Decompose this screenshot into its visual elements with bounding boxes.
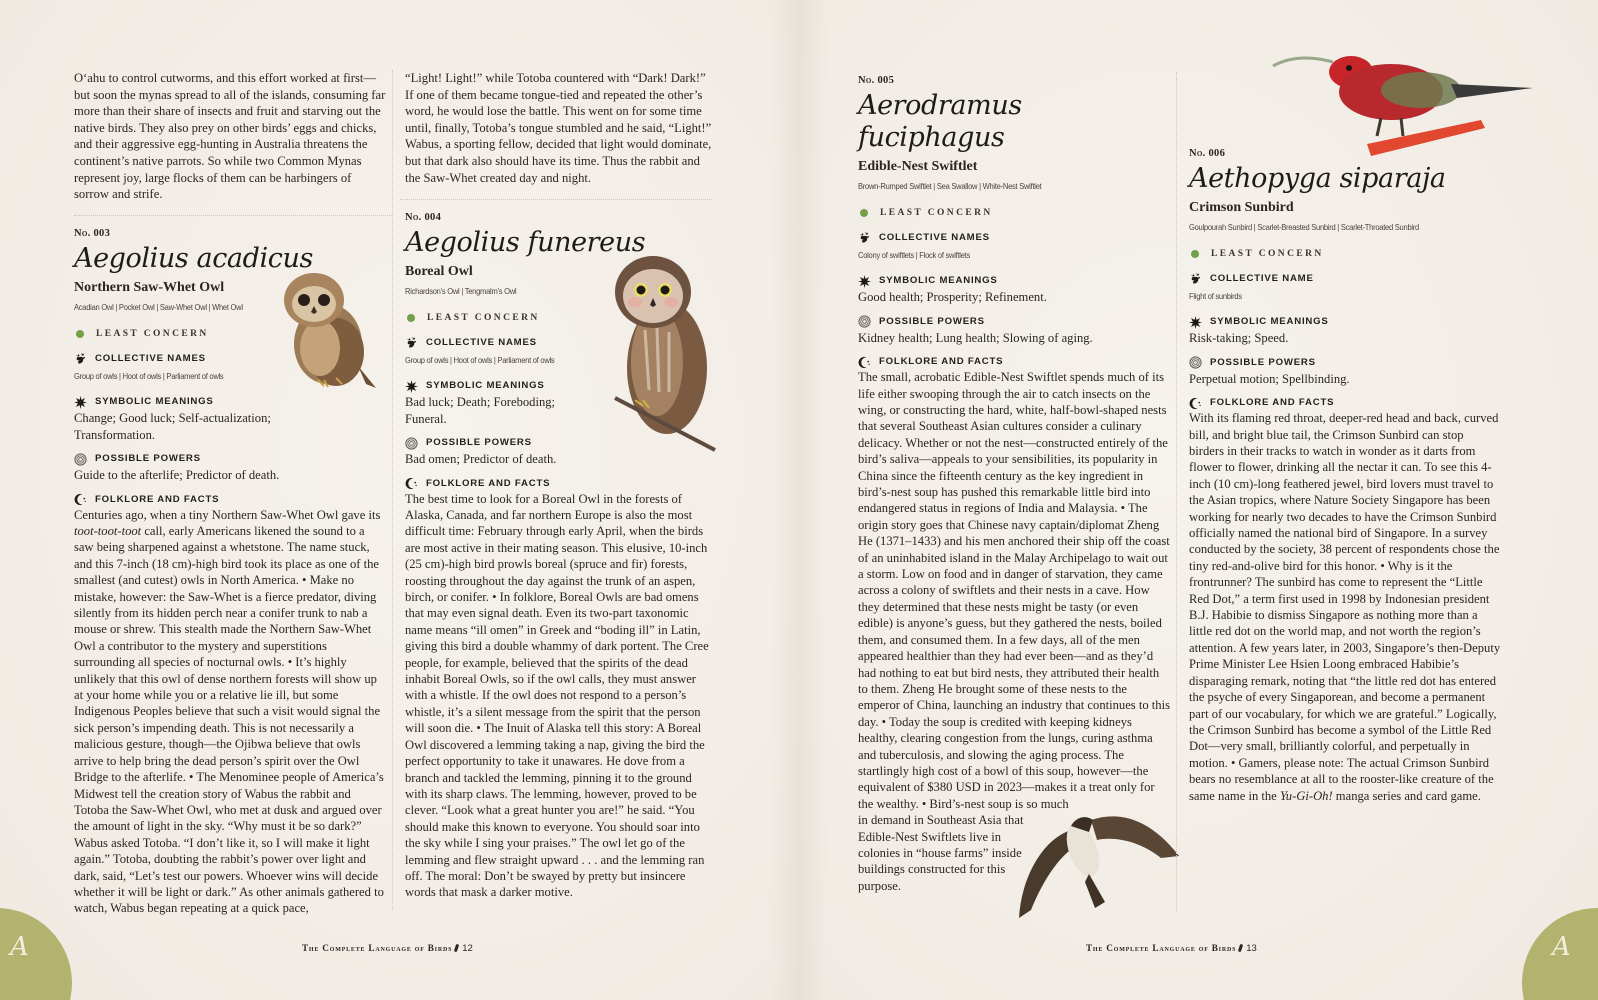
column-divider (1176, 72, 1177, 912)
possible-powers: Perpetual motion; Spellbinding. (1189, 371, 1350, 386)
entry-number: No. 006 (1189, 148, 1226, 159)
green-dot-icon (407, 314, 415, 322)
possible-powers-heading: POSSIBLE POWERS (858, 315, 1170, 329)
symbolic-meanings-heading: SYMBOLIC MEANINGS (405, 379, 715, 393)
continued-text-mynas: O‘ahu to control cutworms, and this effort worked at first—but soon the mynas spread to all of the islands, consuming far more than their share of insects and fruit and starving out the native birds. They also prey on other birds’ eggs and chicks, and their aggressive egg-hunting in Australia threatens the continent’s native parrots. So while two Common Mynas represent joy, large flocks of them can be harbingers of sorrow and strife. (74, 71, 386, 202)
bird-flock-icon (405, 336, 418, 349)
symbolic-meanings: Change; Good luck; Self-actualization; Transformation. (74, 411, 271, 442)
collective-names: Flight of sunbirds (1189, 290, 1242, 301)
corner-tab-left (0, 908, 72, 1000)
green-dot-icon (1191, 250, 1199, 258)
spiral-medallion-icon (858, 315, 871, 328)
folklore-heading: FOLKLORE AND FACTS (858, 355, 1170, 369)
common-name: Boreal Owl (405, 263, 473, 279)
common-name: Edible-Nest Swiftlet (858, 158, 978, 174)
common-name: Northern Saw-Whet Owl (74, 279, 225, 295)
folklore-text-tail: in demand in Southeast Asia that Edible-Nest Swiftlets live in colonies in “house farms” inside buildings constructed for this purpose. (858, 813, 1024, 893)
starburst-icon (1189, 316, 1202, 329)
status-label: LEAST CONCERN (427, 313, 540, 324)
folklore-text: The small, acrobatic Edible-Nest Swiftlet spends much of its life either swooping through the air to catch insects on the wing, or constructing the hard, white, half-bowl-shaped nests that several Southeast Asian cultures consider a culinary delicacy. Whether or not the nest—constructed entirely of the bird’s saliva—appeals to your sensibilities, its popularity in China since the fifteenth century as the key ingredient in bird’s-nest soup has pushed this remarkable little bird into endangered status in regions of India and Malaysia. • The origin story goes that Chinese navy captain/diplomat Zheng He (1371–1433) and his men anchored their ship off the coast of an uninhabited island in the Malay Archipelago to wait out a storm. Low on food and in danger of starvation, they came across a colony of swiftlets and their nests in a cave. How they determined that these nests might be tasty (or even edible) is anyone’s guess, but they gathered the nests, boiled them, and consumed them. In a few days, all of the men appeared healthier than they had ever been—and as they’d had nothing to eat but bird nests, they attributed their health to them. Zheng He brought some of these nests to the emperor of China, launching an industry that continues to this day. • Today the soup is credited with keeping kidneys healthy, clearing congestion from the lungs, curing asthma and tuberculosis, and slowing the aging process. The startlingly high cost of a bowl of this soup, however—the equivalent of $380 USD in 2023—makes it a treat only for the wealthy. • Bird’s-nest soup is so much (858, 370, 1170, 811)
crescent-moon-icon (405, 477, 418, 490)
green-dot-icon (860, 209, 868, 217)
latin-name: Aegolius acadicus (74, 242, 313, 274)
folklore-text: Centuries ago, when a tiny Northern Saw-Whet Owl gave its toot-toot-toot call, early Americans likened the sound to a saw being sharpened against a whetstone. The name stuck, and this 7-inch (18 cm)-high bird took its place as one of the smallest (and cutest) owls in North America. • Make no mistake, however: the Saw-Whet is a fierce predator, diving silently from its hidden perch near a conifer trunk to nab a mouse or shrew. This stealth made the Northern Saw-Whet Owl a contributor to the mystery and superstitions surrounding all species of nocturnal owls. • It’s highly unlikely that this owl of dense northern forests will show up at your home while you or a relative lie ill, but some Indigenous Peoples believe that such a visit would signal the sick person’s impending death. This is not necessarily a malicious gesture, though—the Ojibwa believe that owls arrive to help bring the dead person’s spirit over the Owl Bridge to the afterlife. • The Menominee people of America’s Midwest tell the creation story of Wabus the rabbit and Totoba the Saw-Whet Owl, who met at dusk and argued over the amount of light in the sky. “Why must it be so dark?” Wabus asked Totoba. “I don’t like it, so I will make it light again.” Totoba, doubting the rabbit’s power over light and dark, said, “Let’s test our powers. Whoever wins will decide whether it will be light or dark.” As other animals gathered to watch, Wabus began repeating at a quick pace, (74, 507, 384, 916)
entry-006 (1189, 146, 1501, 804)
feather-icon (454, 944, 459, 953)
possible-powers-heading: POSSIBLE POWERS (1189, 356, 1501, 370)
symbolic-meanings: Risk-taking; Speed. (1189, 331, 1289, 346)
possible-powers: Kidney health; Lung health; Slowing of aging. (858, 330, 1093, 345)
symbolic-meanings: Bad luck; Death; Foreboding; Funeral. (405, 395, 556, 426)
continued-text-saw-whet: “Light! Light!” while Totoba countered with “Dark! Dark!” If one of them became tongue-tied and repeated the other’s word, he would lose the battle. This went on for some time until, finally, Totoba’s tongue stumbled and he said, “Light!” Wabus, a sporting fellow, decided that light would dominate, but that dark also should have its time. Thus the rabbit and the Saw-Whet created day and night. (405, 71, 712, 185)
spiral-medallion-icon (405, 437, 418, 450)
starburst-icon (858, 275, 871, 288)
corner-letter: A (10, 932, 29, 962)
entry-005 (858, 73, 1170, 894)
left-column-2 (405, 70, 715, 186)
left-column-1 (74, 70, 386, 203)
footer-title: The Complete Language of Birds (1086, 943, 1237, 953)
symbolic-meanings-heading: SYMBOLIC MEANINGS (1189, 315, 1501, 329)
latin-name: Aethopyga siparaja (1189, 162, 1446, 194)
corner-letter: A (1552, 932, 1571, 962)
collective-name-heading: COLLECTIVE NAME (1189, 272, 1501, 286)
collective-names: Group of owls | Hoot of owls | Parliament of owls (405, 354, 555, 365)
aliases: Richardson’s Owl | Tengmalm’s Owl (405, 285, 517, 296)
common-name: Crimson Sunbird (1189, 199, 1294, 215)
corner-tab-right (1522, 908, 1598, 1000)
page-footer-left (302, 943, 473, 954)
starburst-icon (405, 380, 418, 393)
section-divider (74, 215, 392, 216)
starburst-icon (74, 396, 87, 409)
bird-flock-icon (74, 352, 87, 365)
folklore-text: With its flaming red throat, deeper-red head and back, curved bill, and bright blue tail, the Crimson Sunbird can stop birders in their tracks to watch in wonder as it darts from flower to flower, drinking all the nectar it can. To see this 4-inch (10 cm)-long feathered jewel, bird lovers must travel to the Asian tropics, where Nature Society Singapore has been working for nearly two decades to have the Crimson Sunbird officially named the national bird of Singapore. In a survey conducted by the society, 38 percent of respondents chose the tiny red-and-olive bird for this honor. • Why is it the frontrunner? The sunbird has come to represent the “Little Red Dot,” a term first used in 1998 by Indonesian president B.J. Habibie to dismiss Singapore as nothing more than a little red dot on the world map, and not worth the region’s attention. A few years later, in 2003, Singapore’s then-Deputy Prime Minister Lee Hsien Loong embraced Habibie’s disparaging remark, noting that “the little red dot has entered the psyche of every Singaporean, and become a permanent part of our vocabulary, for which we are grateful.” Logically, the Crimson Sunbird has become a symbol of the Little Red Dot—very small, brilliantly colorful, and perpetually in motion. • Gamers, please note: The actual Crimson Sunbird bears no resemblance at all to the rooster-like creature of the same name in the Yu-Gi-Oh! manga series and card game. (1189, 411, 1501, 803)
collective-names-heading: COLLECTIVE NAMES (74, 352, 386, 366)
status-label: LEAST CONCERN (880, 208, 993, 219)
edible-nest-swiftlet-illustration (1011, 790, 1181, 920)
crescent-moon-icon (1189, 397, 1202, 410)
folklore-heading: FOLKLORE AND FACTS (405, 477, 715, 491)
conservation-status (1189, 246, 1501, 263)
latin-name: Aegolius funereus (405, 226, 646, 258)
northern-saw-whet-owl-illustration (278, 270, 378, 392)
status-label: LEAST CONCERN (96, 329, 209, 340)
folklore-heading: FOLKLORE AND FACTS (74, 493, 386, 507)
feather-icon (1238, 944, 1243, 953)
possible-powers: Guide to the afterlife; Predictor of death. (74, 468, 280, 483)
latin-name: Aerodramus fuciphagus (858, 89, 1022, 153)
folklore-heading: FOLKLORE AND FACTS (1189, 396, 1501, 410)
status-label: LEAST CONCERN (1211, 249, 1324, 260)
right-page (799, 0, 1598, 1000)
entry-number: No. 003 (74, 228, 111, 239)
possible-powers-heading: POSSIBLE POWERS (405, 436, 715, 450)
bird-flock-icon (1189, 272, 1202, 285)
aliases: Acadian Owl | Pocket Owl | Saw-Whet Owl | Whet Owl (74, 301, 243, 312)
collective-names-heading: COLLECTIVE NAMES (858, 231, 1170, 245)
collective-names-heading: COLLECTIVE NAMES (405, 336, 715, 350)
crescent-moon-icon (858, 356, 871, 369)
crescent-moon-icon (74, 493, 87, 506)
spiral-medallion-icon (1189, 356, 1202, 369)
entry-number: No. 004 (405, 212, 442, 223)
folklore-text: The best time to look for a Boreal Owl in the forests of Alaska, Canada, and far northern Europe is also the most difficult time: February through early April, when the birds are most active in their mating season. This elusive, 10-inch (25 cm)-high bird prowls boreal (spruce and fir) forests, roosting throughout the day against the trunk of an aspen, birch, or conifer. • In folklore, Boreal Owls are bad omens that may even signal death. Even its two-part taxonomic name means “ill omen” in Greek and “boding ill” in Latin, giving this bird a double whammy of dark portent. The Cree people, for example, believed that the spirits of the dead inhabit Boreal Owls, so if the owl calls, they must answer with a whistle. If the owl does not respond to a person’s whistle, it’s a silent message from the spirit that the person will soon die. • The Inuit of Alaska tell this story: A Boreal Owl discovered a lemming taking a nap, giving the bird the perfect opportunity to take it unawares. He dove from a branch and tackled the lemming, pinning it to the ground with its sharp claws. The lemming, however, proved to be clever. “Look what a great hunter you are!” he said. “You should make this known to everyone. You should soar into the sky while I sing your praises.” The owl let go of the lemming and flew straight upward . . . and the lemming ran off. The moral: Don’t be swayed by pretty but insincere words that mask a darker motive. (405, 491, 709, 900)
collective-names: Group of owls | Hoot of owls | Parliament of owls (74, 370, 224, 381)
spiral-medallion-icon (74, 453, 87, 466)
bird-flock-icon (858, 231, 871, 244)
possible-powers-heading: POSSIBLE POWERS (74, 452, 386, 466)
section-divider (400, 199, 712, 200)
possible-powers: Bad omen; Predictor of death. (405, 452, 557, 467)
symbolic-meanings-heading: SYMBOLIC MEANINGS (858, 274, 1170, 288)
entry-number: No. 005 (858, 75, 895, 86)
footer-title: The Complete Language of Birds (302, 943, 453, 953)
symbolic-meanings-heading: SYMBOLIC MEANINGS (74, 395, 386, 409)
page-number: 12 (462, 943, 473, 954)
page-footer-right (1086, 943, 1257, 954)
collective-names: Colony of swiftlets | Flock of swiftlets (858, 249, 971, 260)
conservation-status (858, 205, 1170, 222)
symbolic-meanings: Good health; Prosperity; Refinement. (858, 290, 1047, 305)
boreal-owl-illustration (605, 250, 720, 455)
aliases: Goulpourah Sunbird | Scarlet-Breasted Sunbird | Scarlet-Throated Sunbird (1189, 221, 1420, 232)
aliases: Brown-Rumped Swiftlet | Sea Swallow | White-Nest Swiftlet (858, 180, 1042, 191)
page-number: 13 (1246, 943, 1257, 954)
green-dot-icon (76, 330, 84, 338)
column-divider (392, 70, 393, 910)
